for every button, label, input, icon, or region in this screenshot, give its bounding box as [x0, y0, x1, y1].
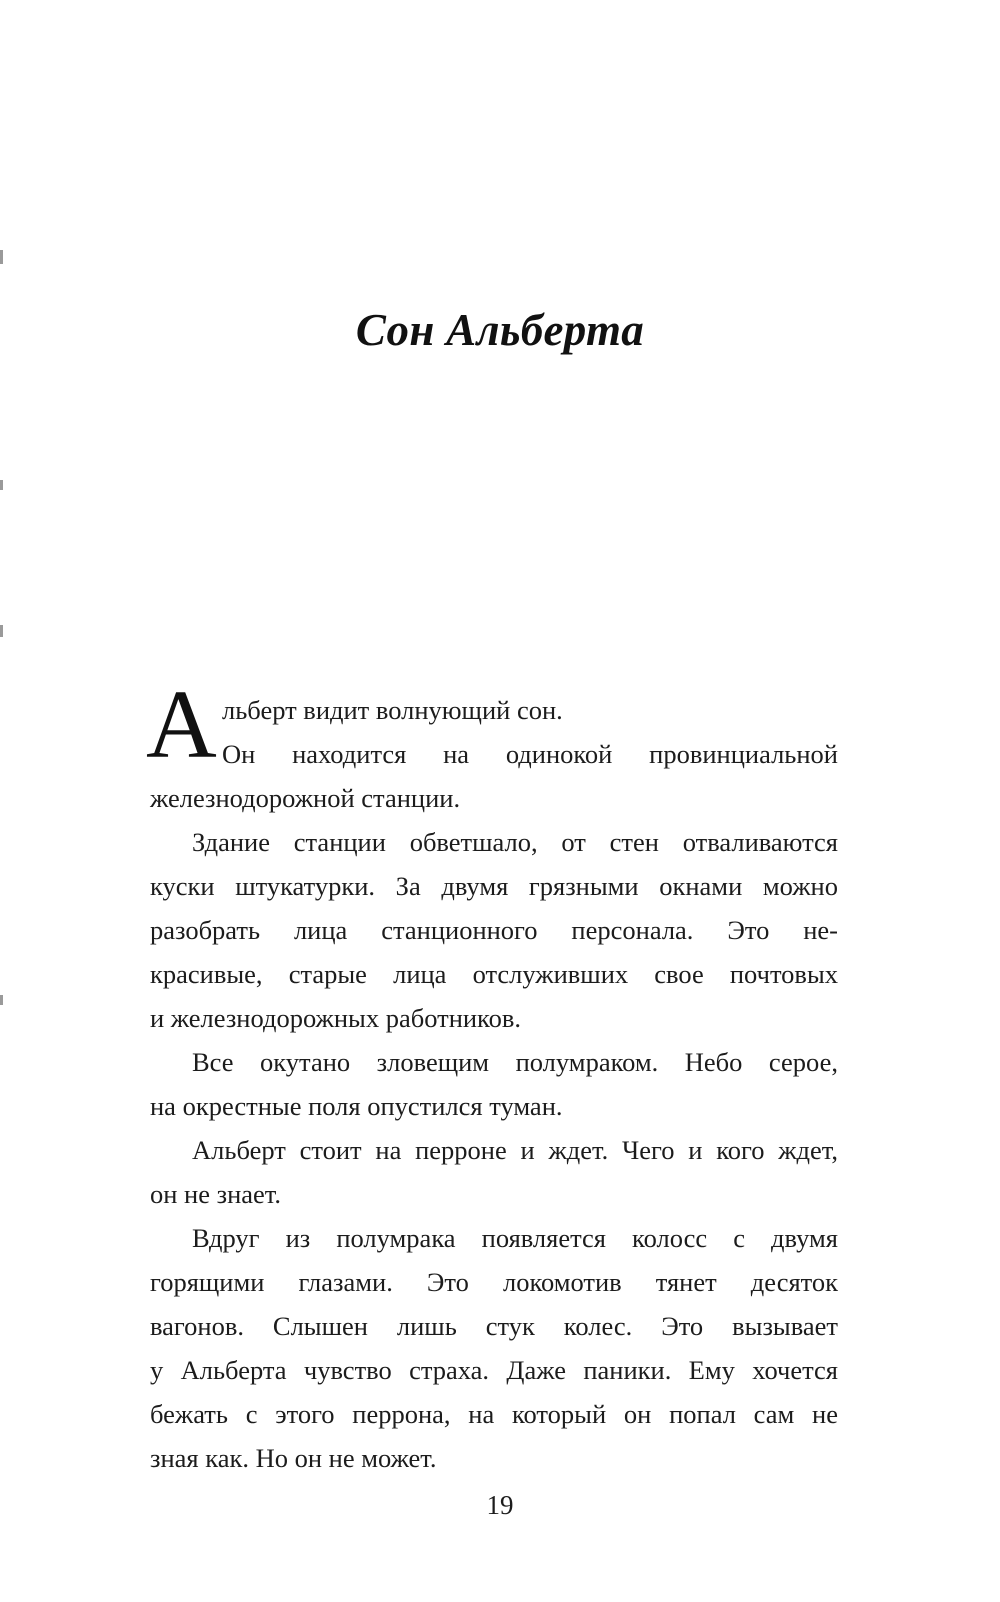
- text-line: на окрестные поля опустился туман.: [150, 1091, 563, 1121]
- text-line: горящими глазами. Это локомотив тянет десяток: [150, 1267, 838, 1297]
- text-line: куски штукатурки. За двумя грязными окнами можно: [150, 871, 838, 901]
- page-number: 19: [486, 1490, 514, 1520]
- text-line: железнодорожной станции.: [150, 783, 461, 813]
- chapter-body: [150, 688, 838, 1480]
- text-line: Вдруг из полумрака появляется колосс с двумя: [192, 1223, 838, 1253]
- text-line: Он находится на одинокой провинциальной: [222, 739, 838, 769]
- text-line: он не знает.: [150, 1179, 282, 1209]
- text-line: и железнодорожных работников.: [150, 1003, 521, 1033]
- text-line: Альберт стоит на перроне и ждет. Чего и кого ждет,: [192, 1135, 838, 1165]
- text-line: льберт видит волнующий сон.: [222, 695, 563, 725]
- chapter-title: Сон Альберта: [355, 305, 645, 355]
- page-edge-mark: [0, 995, 3, 1005]
- text-line: разобрать лица станционного персонала. Это не-: [150, 915, 838, 945]
- text-line: красивые, старые лица отслуживших свое почтовых: [150, 959, 838, 989]
- text-line: вагонов. Слышен лишь стук колес. Это вызывает: [150, 1311, 838, 1341]
- page-edge-mark: [0, 480, 3, 490]
- text-line: Здание станции обветшало, от стен отваливаются: [192, 827, 838, 857]
- text-line: бежать с этого перрона, на который он попал сам не: [150, 1399, 838, 1429]
- drop-cap-letter: А: [146, 671, 217, 779]
- text-line: у Альберта чувство страха. Даже паники. Ему хочется: [150, 1355, 838, 1385]
- text-line: Все окутано зловещим полумраком. Небо серое,: [192, 1047, 838, 1077]
- page-edge-mark: [0, 250, 3, 264]
- page-edge-mark: [0, 625, 3, 637]
- text-line: зная как. Но он не может.: [150, 1443, 437, 1473]
